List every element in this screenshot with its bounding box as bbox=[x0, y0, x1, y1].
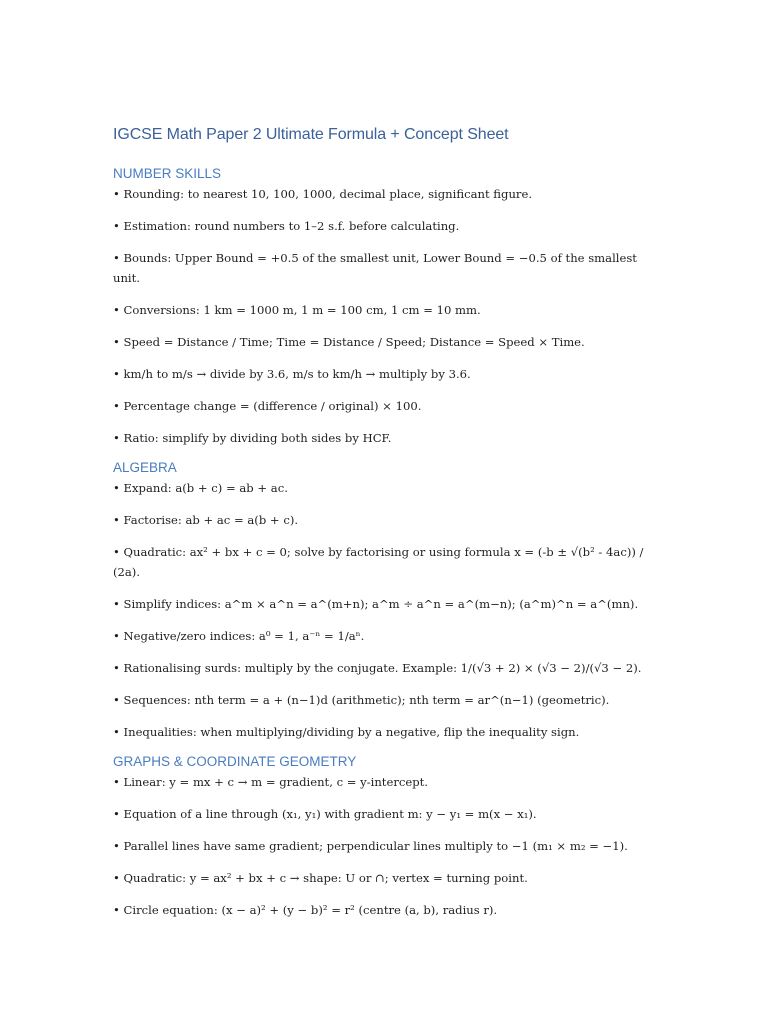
section-heading: GRAPHS & COORDINATE GEOMETRY bbox=[113, 754, 357, 769]
list-item: • Rounding: to nearest 10, 100, 1000, decimal place, significant figure. bbox=[113, 187, 532, 201]
list-item: • Bounds: Upper Bound = +0.5 of the smallest unit, Lower Bound = −0.5 of the smallest unit. bbox=[113, 251, 637, 285]
section-number-skills bbox=[113, 164, 658, 448]
list-item: • Conversions: 1 km = 1000 m, 1 m = 100 cm, 1 cm = 10 mm. bbox=[113, 303, 481, 317]
list-item: • km/h to m/s → divide by 3.6, m/s to km/h → multiply by 3.6. bbox=[113, 367, 471, 381]
list-item: • Factorise: ab + ac = a(b + c). bbox=[113, 513, 299, 527]
list-item: • Simplify indices: a^m × a^n = a^(m+n); a^m ÷ a^n = a^(m−n); (a^m)^n = a^(mn). bbox=[113, 597, 639, 611]
list-item: • Equation of a line through (x₁, y₁) with gradient m: y − y₁ = m(x − x₁). bbox=[113, 807, 537, 821]
section-algebra bbox=[113, 458, 658, 742]
list-item: • Speed = Distance / Time; Time = Distance / Speed; Distance = Speed × Time. bbox=[113, 335, 585, 349]
document-title: IGCSE Math Paper 2 Ultimate Formula + Concept Sheet bbox=[113, 126, 509, 143]
section-heading: NUMBER SKILLS bbox=[113, 166, 222, 181]
list-item: • Quadratic: y = ax² + bx + c → shape: U or ∩; vertex = turning point. bbox=[113, 871, 528, 885]
list-item: • Circle equation: (x − a)² + (y − b)² = r² (centre (a, b), radius r). bbox=[113, 903, 498, 917]
list-item: • Estimation: round numbers to 1–2 s.f. before calculating. bbox=[113, 219, 460, 233]
section-heading: ALGEBRA bbox=[113, 460, 177, 475]
list-item: • Quadratic: ax² + bx + c = 0; solve by factorising or using formula x = (-b ± √(b² - 4ac)) / (2a). bbox=[113, 545, 644, 579]
document-page bbox=[113, 122, 658, 930]
list-item: • Sequences: nth term = a + (n−1)d (arithmetic); nth term = ar^(n−1) (geometric). bbox=[113, 693, 610, 707]
list-item: • Linear: y = mx + c → m = gradient, c = y-intercept. bbox=[113, 775, 428, 789]
list-item: • Rationalising surds: multiply by the conjugate. Example: 1/(√3 + 2) × (√3 − 2)/(√3 − 2). bbox=[113, 661, 642, 675]
list-item: • Parallel lines have same gradient; perpendicular lines multiply to −1 (m₁ × m₂ = −1). bbox=[113, 839, 628, 853]
list-item: • Ratio: simplify by dividing both sides by HCF. bbox=[113, 431, 392, 445]
list-item: • Inequalities: when multiplying/dividing by a negative, flip the inequality sign. bbox=[113, 725, 580, 739]
list-item: • Expand: a(b + c) = ab + ac. bbox=[113, 481, 288, 495]
list-item: • Negative/zero indices: a⁰ = 1, a⁻ⁿ = 1/aⁿ. bbox=[113, 629, 365, 643]
section-graphs-coordinate-geometry bbox=[113, 752, 658, 920]
list-item: • Percentage change = (difference / original) × 100. bbox=[113, 399, 422, 413]
